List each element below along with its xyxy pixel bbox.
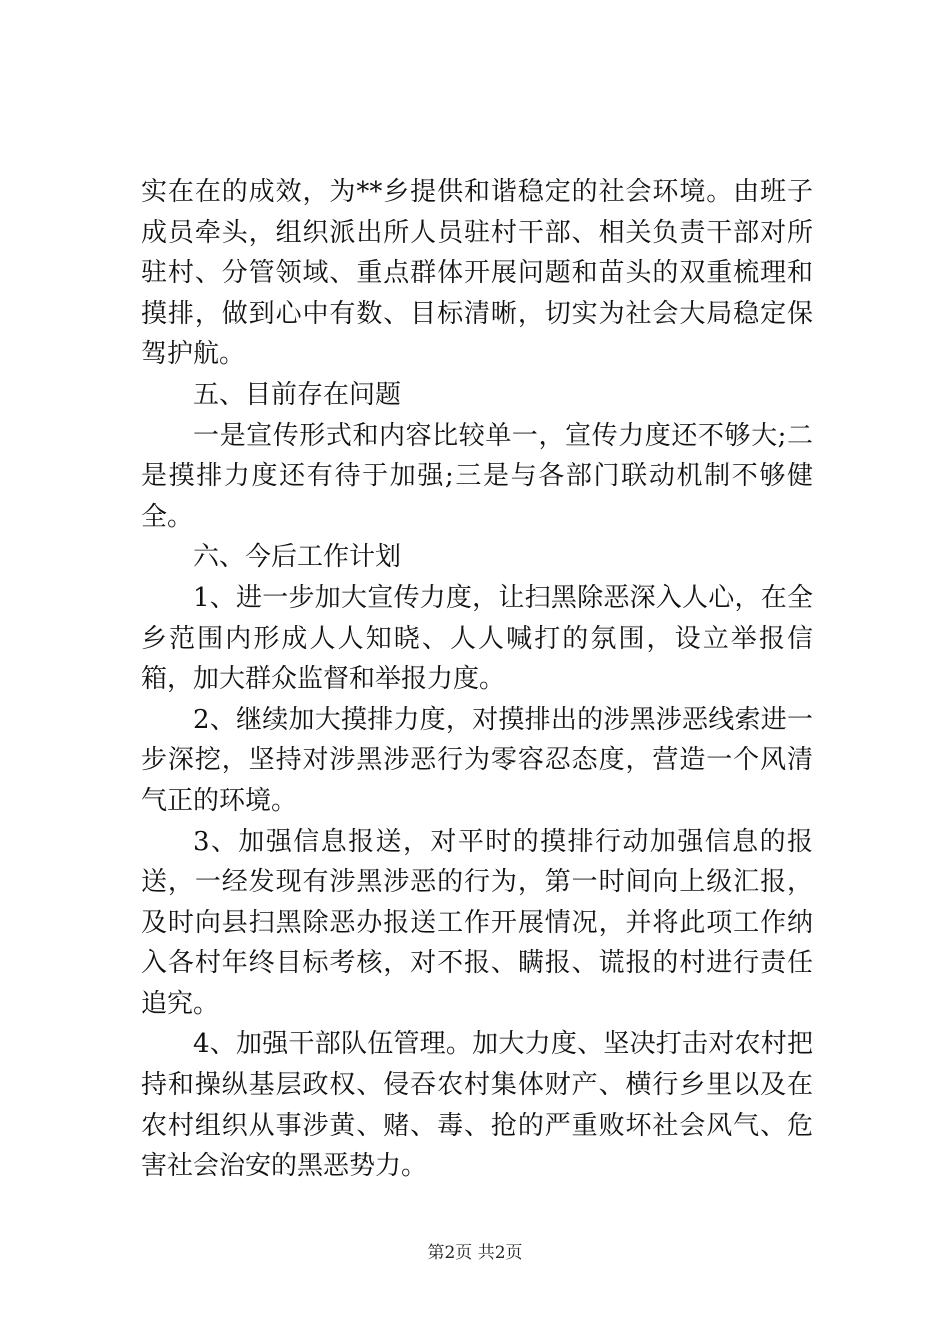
- plan-item-4: 4、加强干部队伍管理。加大力度、坚决打击对农村把持和操纵基层政权、侵吞农村集体财产、横行乡里以及在农村组织从事涉黄、赌、毒、抢的严重败坏社会风气、危害社会治安的黑恶势力。: [141, 1029, 813, 1182]
- document-body: [141, 172, 813, 1187]
- page-number-footer: 第2页 共2页: [427, 1243, 523, 1263]
- section-heading-problems: 五、目前存在问题: [193, 379, 402, 410]
- plan-item-1: 1、进一步加大宣传力度，让扫黑除恶深入人心，在全乡范围内形成人人知晓、人人喊打的氛围，设立举报信箱，加大群众监督和举报力度。: [141, 582, 813, 695]
- plan-item-3: 3、加强信息报送，对平时的摸排行动加强信息的报送，一经发现有涉黑涉恶的行为，第一时间向上级汇报，及时向县扫黑除恶办报送工作开展情况，并将此项工作纳入各村年终目标考核，对不报、瞒报、谎报的村进行责任追究。: [141, 826, 813, 1019]
- section-heading-plan: 六、今后工作计划: [193, 542, 402, 573]
- paragraph-continuation: 实在在的成效，为**乡提供和谐稳定的社会环境。由班子成员牵头，组织派出所人员驻村干部、相关负责干部对所驻村、分管领域、重点群体开展问题和苗头的双重梳理和摸排，做到心中有数、目标清晰，切实为社会大局稳定保驾护航。: [141, 177, 813, 370]
- paragraph-problems: 一是宣传形式和内容比较单一，宣传力度还不够大;二是摸排力度还有待于加强;三是与各部门联动机制不够健全。: [141, 420, 813, 532]
- plan-item-2: 2、继续加大摸排力度，对摸排出的涉黑涉恶线索进一步深挖，坚持对涉黑涉恶行为零容忍态度，营造一个风清气正的环境。: [141, 704, 813, 816]
